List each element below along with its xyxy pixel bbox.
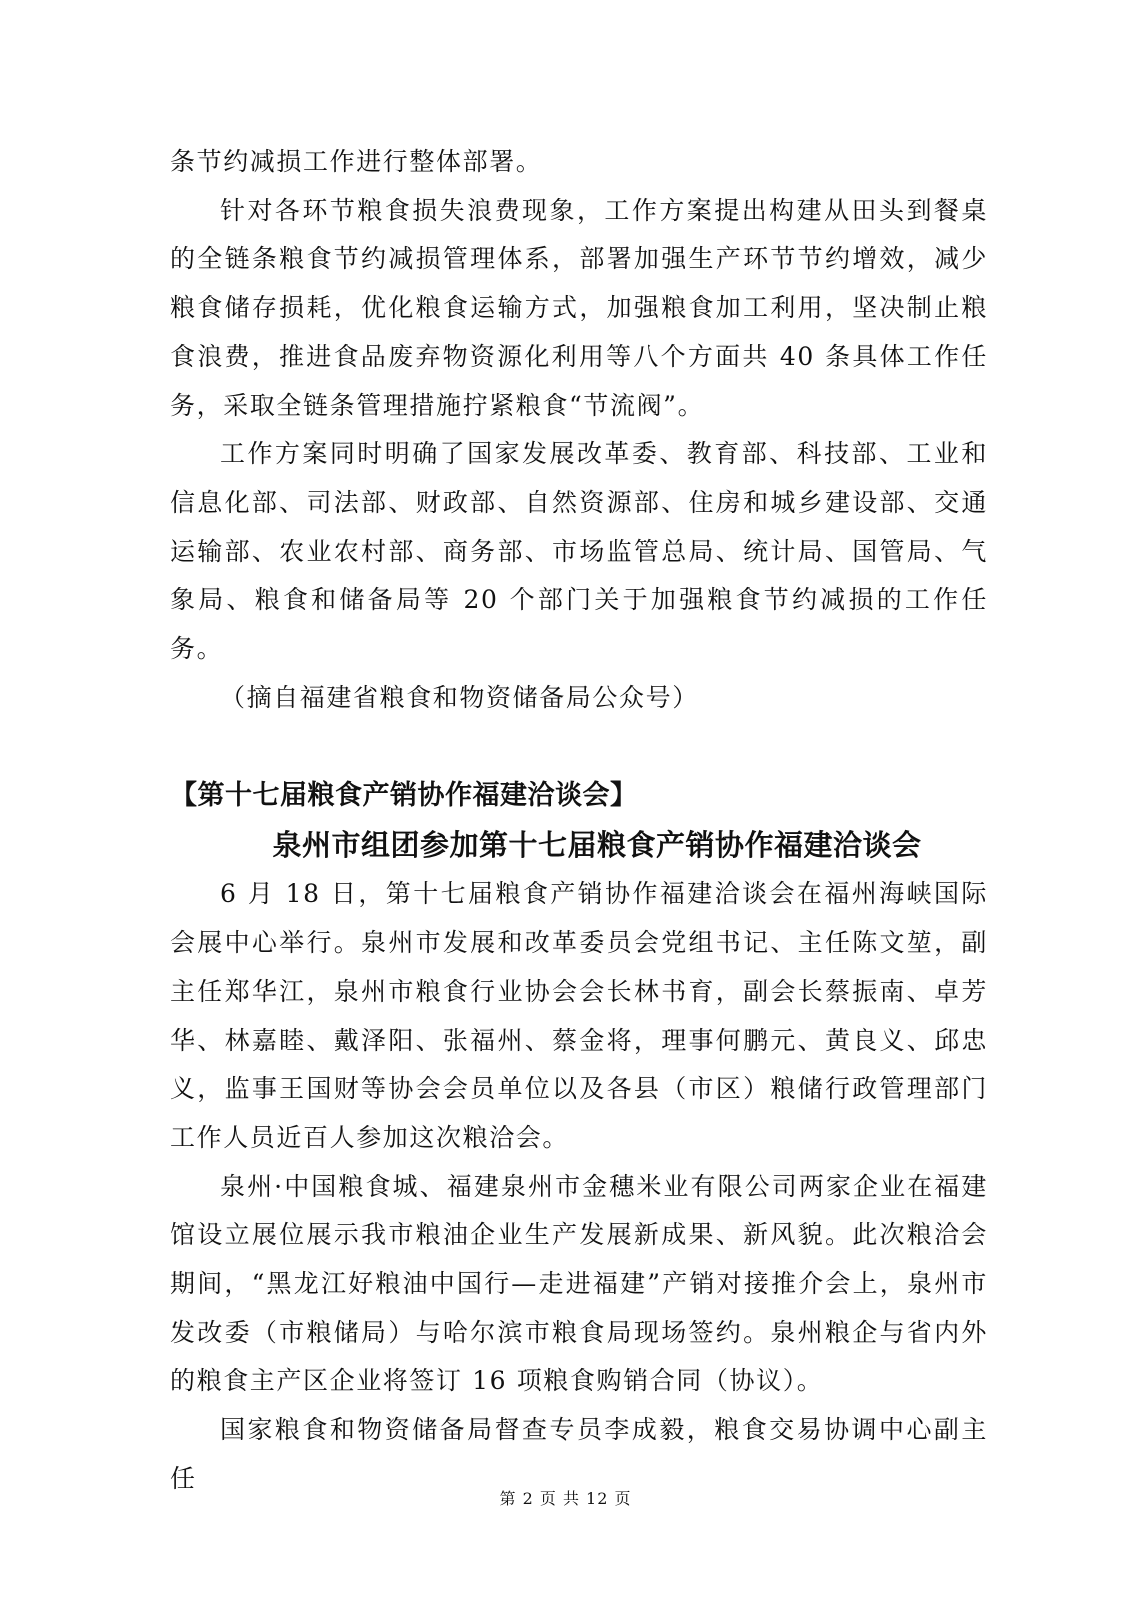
page-content xyxy=(170,138,988,1504)
article2-paragraph-1: 6 月 18 日，第十七届粮食产销协作福建洽谈会在福州海峡国际会展中心举行。泉州市发展和改革委员会党组书记、主任陈文堃，副主任郑华江，泉州市粮食行业协会会长林书育，副会长蔡振南、卓芳华、林嘉睦、戴泽阳、张福州、蔡金将，理事何鹏元、黄良义、邱忠义，监事王国财等协会会员单位以及各县（市区）粮储行政管理部门工作人员近百人参加这次粮洽会。 xyxy=(170,879,988,1152)
article2-paragraph-2: 泉州·中国粮食城、福建泉州市金穗米业有限公司两家企业在福建馆设立展位展示我市粮油企业生产发展新成果、新风貌。此次粮洽会期间，“黑龙江好粮油中国行—走进福建”产销对接推介会上，泉州市发改委（市粮储局）与哈尔滨市粮食局现场签约。泉州粮企与省内外的粮食主产区企业将签订 16 项粮食购销合同（协议）。 xyxy=(170,1171,988,1396)
article2-headline: 泉州市组团参加第十七届粮食产销协作福建洽谈会 xyxy=(272,828,922,863)
article2-paragraph-3: 国家粮食和物资储备局督查专员李成毅，粮食交易协调中心副主任 xyxy=(170,1415,988,1493)
page-footer: 第 2 页 共 12 页 xyxy=(499,1489,632,1508)
article1-continuation: 条节约减损工作进行整体部署。 xyxy=(170,147,543,176)
document-page xyxy=(170,0,988,1600)
article1-source: （摘自福建省粮食和物资储备局公众号） xyxy=(220,682,699,712)
section-tag: 【第十七届粮食产销协作福建洽谈会】 xyxy=(170,780,638,812)
article1-paragraph-2: 针对各环节粮食损失浪费现象，工作方案提出构建从田头到餐桌的全链条粮食节约减损管理体系，部署加强生产环节节约增效，减少粮食储存损耗，优化粮食运输方式，加强粮食加工利用，坚决制止粮食浪费，推进食品废弃物资源化利用等八个方面共 40 条具体工作任务，采取全链条管理措施拧紧粮食“节流阀”。 xyxy=(170,195,988,420)
article1-paragraph-3: 工作方案同时明确了国家发展改革委、教育部、科技部、工业和信息化部、司法部、财政部、自然资源部、住房和城乡建设部、交通运输部、农业农村部、商务部、市场监管总局、统计局、国管局、气象局、粮食和储备局等 20 个部门关于加强粮食节约减损的工作任务。 xyxy=(170,439,988,664)
